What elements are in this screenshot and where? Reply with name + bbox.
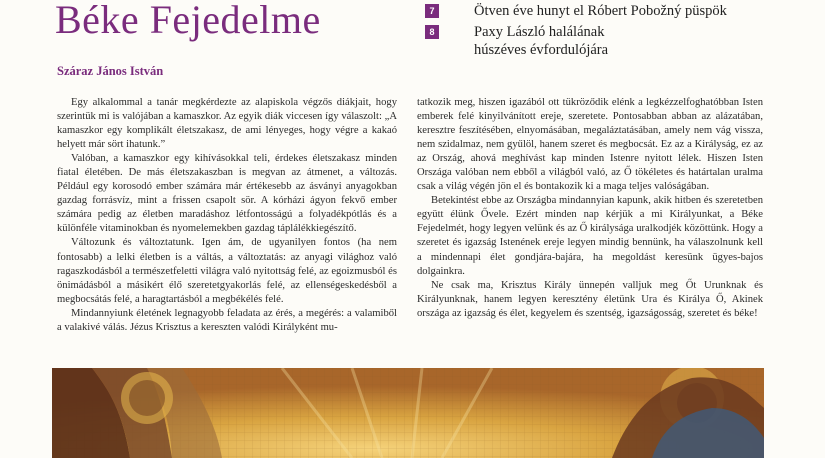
paragraph: Betekintést ebbe az Országba mindannyian kapunk, akik hitben és szeretetben együtt élünk Ővele. Ezért minden nap kérjük a mi Királyunkat, a Béke Fejedelmét, hogy legyen velünk és az Ő királysága uralkodjék közöttünk. Hogy a szeretet és igazság Istenének ereje legyen mindig bennünk, ha válaszolnunk kell a mindennapi élet gondjára-bajára, ha megoldást keresünk ügyes-bajos dolgainkra.: [417, 195, 763, 277]
toc-item-title: Ötven éve hunyt el Róbert Pobožný püspök: [474, 3, 727, 19]
article-author: Száraz János István: [57, 64, 164, 78]
toc-item[interactable]: [425, 2, 727, 20]
toc-item-title: Paxy László halálának húszéves évfordulójára: [474, 24, 609, 58]
paragraph: Egy alkalommal a tanár megkérdezte az alapiskola végzős diákjait, hogy szerintük mi is valójában a kamaszkor. Az egyik diák viccesen így válaszolt: „A kamaszkor egy komplikált életszakasz, de ami lényeges, hogy végre a kakaó helyett már sört ihatunk.”: [57, 97, 397, 151]
toc-item[interactable]: [425, 23, 608, 59]
paragraph: tatkozik meg, hiszen igazából ott tükröződik elénk a legkézzelfoghatóbban Isten emberek felé kinyilvánított ereje, szeretete. Pontosabban abban az alázatában, keresztre feszítésében, elnyomásában, megaláztatásában, amely nem vág vissza, nem szidalmaz, nem gyűlöl, hanem szeret és megbocsát. Ez az a Királyság, ez az az Ország, ahová meghívást kap minden Istenre nyitott lélek. Hiszen Isten Országa valóban nem ebből a világból való, az Ő tökéletes és határtalan uralma csak a világ végén jön el és bontakozik ki a maga teljes valóságában.: [417, 97, 763, 193]
toc-number-badge: 8: [425, 25, 439, 39]
paragraph: Mindannyiunk életének legnagyobb feladata az érés, a megérés: a valamiből a valakivé válás. Jézus Krisztus a kereszten valódi Királyként mu-: [57, 307, 397, 333]
article-column-right: [417, 96, 763, 321]
paragraph: Ne csak ma, Krisztus Király ünnepén valljuk meg Őt Urunknak és Királyunknak, hanem legyen keresztény életünk Ura és Királya Ő, Akinek országa az igazság és élet, kegyelem és szentség, igazságosság, szeretet és béke!: [417, 279, 763, 319]
paragraph: Változunk és változtatunk. Igen ám, de ugyanilyen fontos (ha nem fontosabb) a lelki életben is a váltás, a változtatás: az anyagi világhoz való ragaszkodásból a természetfeletti világra való nyitottság felé, az egoizmusból és önimádásból a másikért élő szeretetgyakorlás felé, az ellenségeskedésből a megbocsátás felé, a haragtartásból a megbékélés felé.: [57, 237, 397, 305]
mosaic-image: [52, 368, 764, 458]
paragraph: Valóban, a kamaszkor egy kihívásokkal teli, érdekes életszakasz minden fiatal életében. De más életszakaszban is megvan az átmenet, a változás. Például egy korosodó ember számára már értékesebb az ásványi anyagokban gazdag forrásvíz, mint a frissen csapolt sör. A kórházi ágyon fekvő ember számára pedig az életben maradáshoz létfontosságú a folyadékpótlás és a különféle vitaminokban és nyomelemekben gazdag táplálékkiegészítő.: [57, 153, 397, 235]
toc-number-badge: 7: [425, 4, 439, 18]
article-title: Béke Fejedelme: [55, 0, 321, 42]
article-column-left: [57, 96, 397, 335]
